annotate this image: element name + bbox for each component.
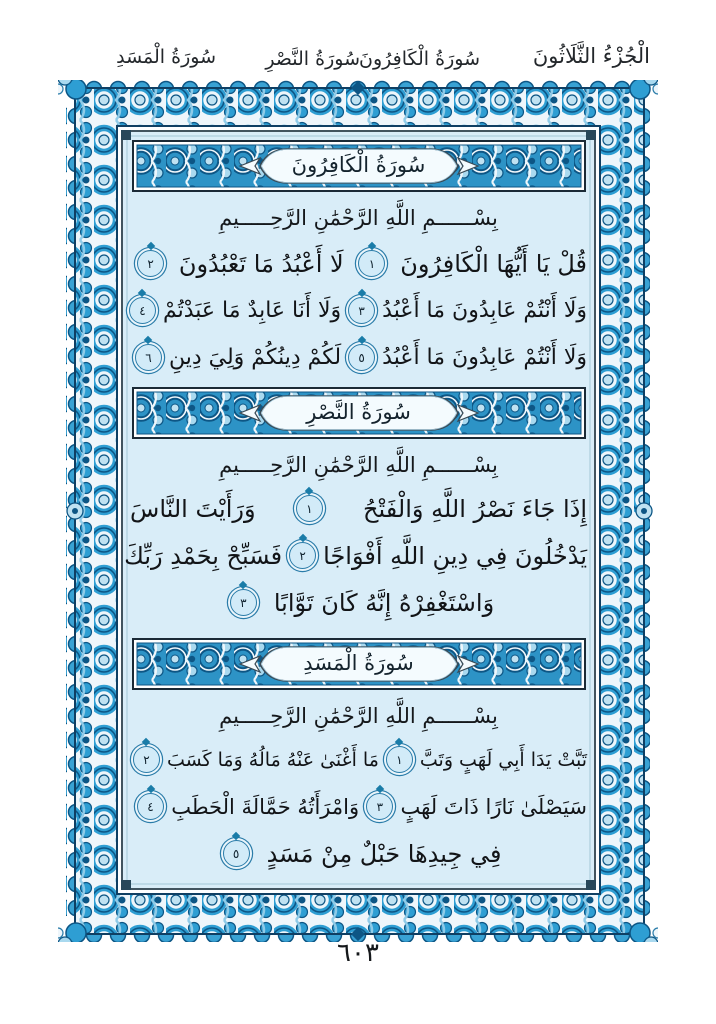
verse-lines	[122, 736, 595, 877]
ayah-number: ٣	[240, 596, 247, 610]
ayah-marker	[296, 495, 323, 522]
ayah-number: ٣	[358, 304, 365, 318]
verse-text: فَسَبِّحْ بِحَمْدِ رَبِّكَ	[124, 541, 283, 570]
ayah-marker	[348, 297, 375, 324]
verse-line	[122, 783, 595, 830]
bismillah-text: بِسْــــــمِ اللَّهِ الرَّحْمَٰنِ الرَّحِـــــيمِ	[219, 453, 498, 477]
ayah-number: ٥	[358, 351, 365, 365]
ayah-marker	[348, 344, 375, 371]
ayah-number: ٢	[143, 753, 150, 767]
verse-text: لَكُمْ دِينُكُمْ وَلِيَ دِينِ	[168, 345, 342, 370]
surah-block-nasr	[122, 387, 595, 626]
verse-text: وَلَا أَنْتُمْ عَابِدُونَ مَا أَعْبُدُ	[382, 345, 587, 370]
page-number: ٦٠٣	[337, 938, 379, 968]
verse-text: وَامْرَأَتُهُ حَمَّالَةَ الْحَطَبِ	[171, 794, 360, 819]
ayah-number: ١	[396, 753, 403, 767]
verse-line	[122, 287, 595, 334]
verse-text: فِي جِيدِهَا حَبْلٌ مِنْ مَسَدٍ	[266, 839, 502, 868]
verse-text: تَبَّتْ يَدَا أَبِي لَهَبٍ وَتَبَّ	[419, 748, 587, 771]
verse-line	[122, 532, 595, 579]
ayah-number: ٣	[376, 800, 384, 814]
surah-block-kafirun	[122, 140, 595, 381]
header-juz-label: الْجُزْءُ الثَّلَاثُونَ	[532, 44, 650, 68]
ayah-marker	[135, 344, 162, 371]
verse-lines	[122, 485, 595, 626]
verse-text: سَيَصْلَىٰ نَارًا ذَاتَ لَهَبٍ	[400, 794, 587, 819]
verse-text: وَلَا أَنْتُمْ عَابِدُونَ مَا أَعْبُدُ	[382, 298, 587, 323]
surah-title: سُورَةُ النَّصْرِ	[306, 400, 411, 424]
surah-title-banner	[132, 140, 586, 192]
bismillah-text: بِسْــــــمِ اللَّهِ الرَّحْمَٰنِ الرَّحِـــــيمِ	[219, 206, 498, 230]
surah-title: سُورَةُ الْمَسَدِ	[303, 651, 414, 675]
surah-block-masad	[122, 638, 595, 877]
ayah-marker	[289, 542, 316, 569]
surah-title: سُورَةُ الْكَافِرُونَ	[291, 153, 426, 177]
surah-title-banner	[132, 638, 586, 690]
verse-text: يَدْخُلُونَ فِي دِينِ اللَّهِ أَفْوَاجًا	[323, 541, 587, 570]
verse-text: وَلَا أَنَا عَابِدٌ مَا عَبَدْتُمْ	[162, 298, 342, 323]
ayah-number: ٥	[232, 847, 240, 861]
verse-line	[122, 485, 595, 532]
ayah-marker	[129, 297, 156, 324]
ayah-marker	[358, 250, 385, 277]
verse-line	[122, 579, 595, 626]
verse-line	[122, 240, 595, 287]
verse-text: وَاسْتَغْفِرْهُ إِنَّهُ كَانَ تَوَّابًا	[273, 588, 495, 617]
verse-line	[122, 334, 595, 381]
ayah-number: ٤	[139, 304, 146, 318]
ayah-number: ١	[306, 502, 313, 516]
verse-text: قُلْ يَا أَيُّهَا الْكَافِرُونَ	[400, 249, 587, 278]
ayah-number: ٢	[147, 257, 154, 271]
verse-text: وَرَأَيْتَ النَّاسَ	[130, 494, 256, 523]
header-surah-label-nasr: سُورَةُ النَّصْرِ	[265, 48, 360, 70]
verse-line	[122, 830, 595, 877]
ayah-marker	[137, 250, 164, 277]
verse-lines	[122, 240, 595, 381]
ayah-number: ٦	[145, 351, 152, 365]
verse-text: لَا أَعْبُدُ مَا تَعْبُدُونَ	[178, 249, 344, 278]
ayah-number: ٤	[147, 800, 154, 814]
header-surah-label-kafirun: سُورَةُ الْكَافِرُونَ	[359, 48, 480, 70]
verse-text: إِذَا جَاءَ نَصْرُ اللَّهِ وَالْفَتْحُ	[363, 494, 587, 523]
ayah-number: ١	[368, 257, 376, 271]
surah-title-banner	[132, 387, 586, 439]
ayah-marker	[223, 840, 250, 867]
ayah-marker	[133, 746, 160, 773]
bismillah-text: بِسْــــــمِ اللَّهِ الرَّحْمَٰنِ الرَّحِـــــيمِ	[219, 704, 498, 728]
quran-text-panel	[122, 131, 595, 889]
ayah-marker	[230, 589, 257, 616]
header-surah-label-masad: سُورَةُ الْمَسَدِ	[116, 46, 216, 68]
ayah-marker	[386, 746, 413, 773]
verse-text: مَا أَغْنَىٰ عَنْهُ مَالُهُ وَمَا كَسَبَ	[166, 748, 379, 771]
verse-line	[122, 736, 595, 783]
ayah-marker	[137, 793, 164, 820]
ayah-marker	[366, 793, 393, 820]
ayah-number: ٢	[299, 549, 306, 563]
